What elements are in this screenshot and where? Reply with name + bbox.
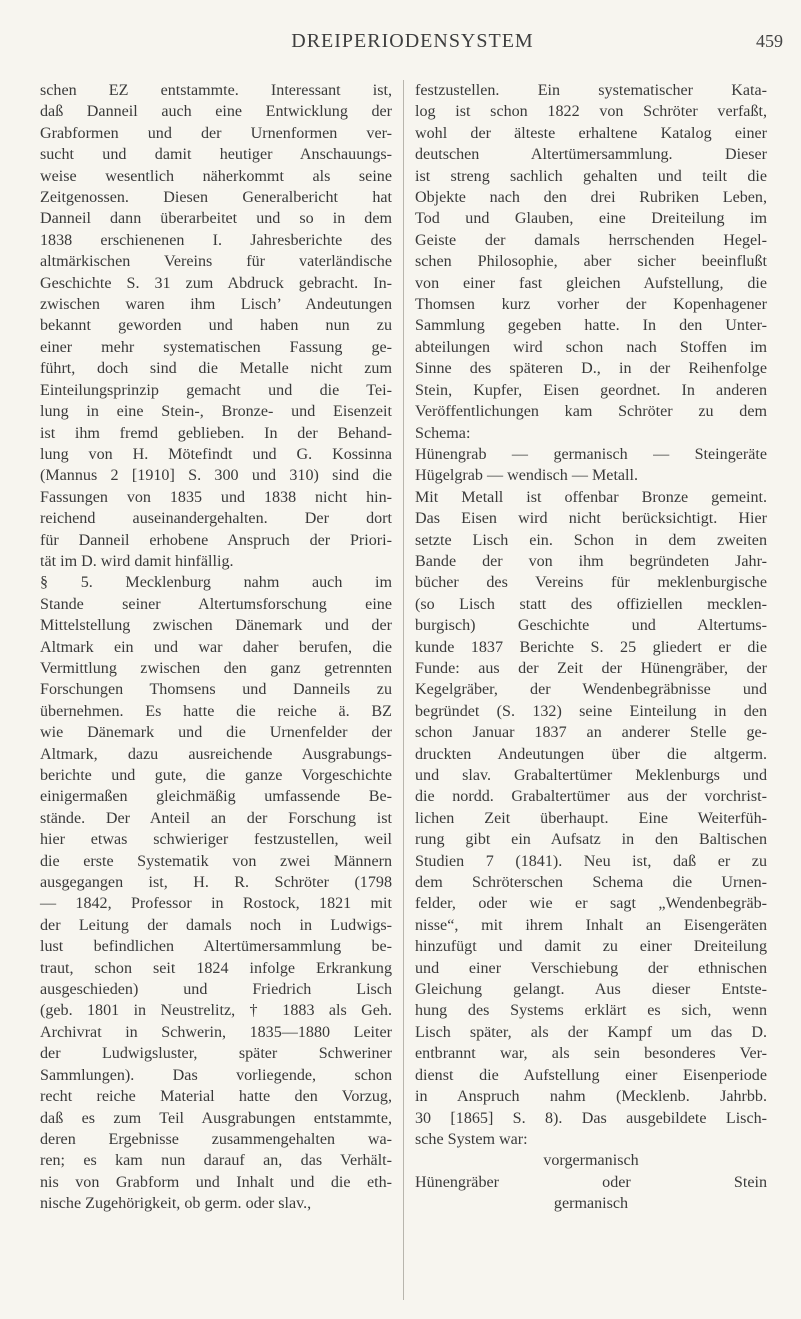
left-column-line: zwischen waren ihm Lisch’ Andeutungen — [40, 296, 392, 314]
right-column-line: Tod und Glauben, eine Dreiteilung im — [415, 210, 767, 228]
right-column-line: setzte Lisch ein. Schon in dem zweiten — [415, 531, 767, 549]
right-column-line: Hügelgrab — wendisch — Metall. — [415, 467, 639, 485]
right-column-line: begründet (S. 132) seine Einteilung in den — [415, 702, 767, 720]
right-column-line: wohl der älteste erhaltene Katalog einer — [415, 124, 767, 142]
left-column-line: lust befindlichen Altertümersammlung be- — [40, 938, 392, 956]
left-column-line: schen EZ entstammte. Interessant ist, — [40, 82, 392, 99]
right-column-line: festzustellen. Ein systematischer Kata- — [415, 82, 767, 99]
left-column-line: lung in eine Stein-, Bronze- und Eisenzeit — [40, 403, 392, 421]
left-column — [40, 80, 392, 1215]
left-column-line: Zeitgenossen. Diesen Generalbericht hat — [40, 189, 392, 207]
right-column-line: die nordd. Grabaltertümer aus der vorchrist- — [415, 788, 767, 806]
left-column-line: Altmark, dazu ausreichende Ausgrabungs- — [40, 745, 392, 763]
left-column-line: Mittelstellung zwischen Dänemark und der — [40, 617, 392, 635]
left-column-line: Stande seiner Altertumsforschung eine — [40, 595, 392, 613]
left-column-line: deren Ergebnisse zusammengehalten wa- — [40, 1130, 392, 1148]
left-column-line: Sammlungen). Das vorliegende, schon — [40, 1066, 392, 1084]
left-column-line: einigermaßen gleichmäßig umfassende Be- — [40, 788, 392, 806]
right-column-line: Lisch später, als der Kampf um das D. — [415, 1023, 767, 1041]
right-column-line: sche System war: — [415, 1130, 528, 1148]
right-column-line: log ist schon 1822 von Schröter verfaßt, — [415, 103, 767, 121]
left-column-line: Grabformen und der Urnenformen ver- — [40, 124, 392, 142]
left-column-line: Forschungen Thomsens und Danneils zu — [40, 681, 392, 699]
right-column-line: schon Januar 1837 an anderer Stelle ge- — [415, 724, 767, 742]
right-column-line: Geiste der damals herrschenden Hegel- — [415, 231, 767, 249]
left-column-line: übernehmen. Es hatte die reiche ä. BZ — [40, 702, 392, 720]
right-column-line: bücher des Vereins für meklenburgische — [415, 574, 767, 592]
right-column-line: Mit Metall ist offenbar Bronze gemeint. — [415, 488, 767, 506]
left-column-line: Einteilungsprinzip gemacht und die Tei- — [40, 381, 392, 399]
right-column-line: entbrannt war, als sein besonderes Ver- — [415, 1045, 767, 1063]
left-column-line: berichte und gute, die ganze Vorgeschichte — [40, 767, 392, 784]
right-column-line: von einer fast gleichen Aufstellung, die — [415, 274, 767, 292]
right-column-line: abteilungen wird schon nach Stoffen im — [415, 338, 767, 356]
right-column-line: burgisch) Geschichte und Altertums- — [415, 617, 767, 635]
page-number: 459 — [756, 31, 783, 51]
right-column-line: dienst die Aufstellung einer Eisenperiode — [415, 1066, 767, 1084]
right-column-line: und slav. Grabaltertümer Meklenburgs und — [415, 767, 767, 784]
right-column-line: Schema: — [415, 424, 471, 442]
left-column-line: daß es zum Teil Ausgrabungen entstammte, — [40, 1109, 392, 1127]
left-column-line: (Mannus 2 [1910] S. 300 und 310) sind die — [40, 467, 392, 485]
right-column-line: lichen Zeit überhaupt. Eine Weiterfüh- — [415, 809, 767, 827]
right-column-line: hinzufügt und damit zu einer Dreiteilung — [415, 938, 767, 956]
right-column-line: nisse“, mit ihrem Inhalt an Eisengeräten — [415, 916, 767, 934]
right-column-line: und einer Verschiebung der ethnischen — [415, 959, 767, 977]
left-column-line: der Ludwigsluster, später Schweriner — [40, 1045, 392, 1063]
right-column-line: Gleichung gelangt. Aus dieser Entste- — [415, 981, 767, 999]
right-column-line: Kegelgräber, der Wendenbegräbnisse und — [415, 681, 767, 699]
running-head — [40, 30, 785, 60]
left-column-line: reichend auseinandergehalten. Der dort — [40, 510, 392, 528]
left-column-line: bekannt geworden und haben nun zu — [40, 317, 392, 335]
right-column-line: Funde: aus der Zeit der Hünengräber, der — [415, 659, 767, 677]
left-column-line: ist ihm fremd geblieben. In der Behand- — [40, 424, 392, 442]
right-column-line: felder, oder wie er sagt „Wendenbegräb- — [415, 895, 767, 913]
right-column-line: schen Philosophie, aber sicher beeinflußt — [415, 253, 767, 271]
left-column-line: sucht und damit heutiger Anschauungs- — [40, 146, 392, 164]
left-column-line: die erste Systematik von zwei Männern — [40, 852, 392, 870]
left-column-line: stände. Der Anteil an der Forschung ist — [40, 809, 392, 827]
left-column-line: der Leitung der damals noch in Ludwigs- — [40, 916, 392, 934]
left-column-line: Danneil dann überarbeitet und so in dem — [40, 210, 392, 228]
left-column-line: nis von Grabform und Inhalt und die eth- — [40, 1173, 392, 1191]
left-column-line: traut, schon seit 1824 infolge Erkrankung — [40, 959, 392, 977]
right-column-line: deutschen Altertümersammlung. Dieser — [415, 146, 767, 164]
left-column-line: führt, doch sind die Metalle nicht zum — [40, 360, 392, 378]
column-divider — [403, 80, 404, 1300]
right-column-line: Hünengräber oder Stein — [415, 1173, 767, 1191]
left-column-line: daß Danneil auch eine Entwicklung der — [40, 103, 392, 121]
right-column-line: in Anspruch nahm (Mecklenb. Jahrbb. — [415, 1088, 767, 1106]
left-column-line: ren; es kam nun darauf an, das Verhält- — [40, 1152, 392, 1170]
left-column-line: für Danneil erhobene Anspruch der Priori- — [40, 531, 392, 549]
right-column-line: dem Schröterschen Schema die Urnen- — [415, 874, 767, 892]
left-column-line: Geschichte S. 31 zum Abdruck gebracht. In- — [40, 274, 392, 292]
right-column-line: Veröffentlichungen kam Schröter zu dem — [415, 403, 767, 421]
left-column-line: einer mehr systematischen Fassung ge- — [40, 338, 392, 356]
right-column-line: Studien 7 (1841). Neu ist, daß er zu — [415, 852, 767, 870]
left-column-line: lung von H. Mötefindt und G. Kossinna — [40, 445, 392, 463]
right-column — [415, 80, 767, 1215]
left-column-line: (geb. 1801 in Neustrelitz, † 1883 als Geh. — [40, 1002, 392, 1020]
left-column-line: nische Zugehörigkeit, ob germ. oder slav., — [40, 1195, 312, 1213]
left-column-line: — 1842, Professor in Rostock, 1821 mit — [40, 895, 392, 913]
right-column-line: hung des Systems erklärt es sich, wenn — [415, 1002, 767, 1020]
right-column-line: rung gibt ein Aufsatz in den Baltischen — [415, 831, 767, 849]
right-column-line: Stein, Kupfer, Eisen geordnet. In anderen — [415, 381, 767, 399]
left-column-line: tät im D. wird damit hinfällig. — [40, 552, 234, 570]
left-column-line: 1838 erschienenen I. Jahresberichte des — [40, 231, 392, 249]
left-column-line: hier etwas schwieriger festzustellen, weil — [40, 831, 392, 849]
right-column-line: Bande der von ihm begründeten Jahr- — [415, 552, 767, 570]
right-column-line: (so Lisch statt des offiziellen mecklen- — [415, 595, 767, 613]
right-column-line: Das Eisen wird nicht berücksichtigt. Hier — [415, 510, 767, 528]
left-column-line: ausgeschieden) und Friedrich Lisch — [40, 981, 392, 999]
right-column-line: germanisch — [553, 1195, 629, 1213]
right-column-line: Sinne des späteren D., in der Reihenfolge — [415, 360, 767, 378]
right-column-line: Hünengrab — germanisch — Steingeräte — [415, 445, 767, 463]
right-column-line: ist streng sachlich gehalten und teilt die — [415, 167, 767, 185]
right-column-line: Thomsen kurz vorher der Kopenhagener — [415, 296, 767, 314]
left-column-line: Vermittlung zwischen den ganz getrennten — [40, 659, 392, 677]
text-columns — [40, 80, 785, 1310]
left-column-line: weise wesentlich näherkommt als seine — [40, 167, 392, 185]
right-column-line: 30 [1865] S. 8). Das ausgebildete Lisch- — [415, 1109, 767, 1127]
right-column-line: Objekte nach den drei Rubriken Leben, — [415, 189, 767, 207]
left-column-line: altmärkischen Vereins für vaterländische — [40, 253, 392, 271]
left-column-line: ausgegangen ist, H. R. Schröter (1798 — [40, 874, 392, 892]
left-column-line: recht reiche Material hatte den Vorzug, — [40, 1088, 392, 1106]
left-column-line: Archivrat in Schwerin, 1835—1880 Leiter — [40, 1023, 392, 1041]
left-column-line: wie Dänemark und die Urnenfelder der — [40, 724, 392, 742]
left-column-line: Fassungen von 1835 und 1838 nicht hin- — [40, 488, 392, 506]
right-column-line: vorgermanisch — [543, 1152, 639, 1170]
left-column-line: § 5. Mecklenburg nahm auch im — [40, 574, 392, 592]
left-column-line: Altmark ein und war daher berufen, die — [40, 638, 392, 656]
running-title: DREIPERIODENSYSTEM — [291, 30, 534, 52]
right-column-line: kunde 1837 Berichte S. 25 gliedert er die — [415, 638, 767, 656]
right-column-line: druckten Andeutungen über die altgerm. — [415, 745, 767, 763]
right-column-line: Sammlung gegeben hatte. In den Unter- — [415, 317, 767, 335]
